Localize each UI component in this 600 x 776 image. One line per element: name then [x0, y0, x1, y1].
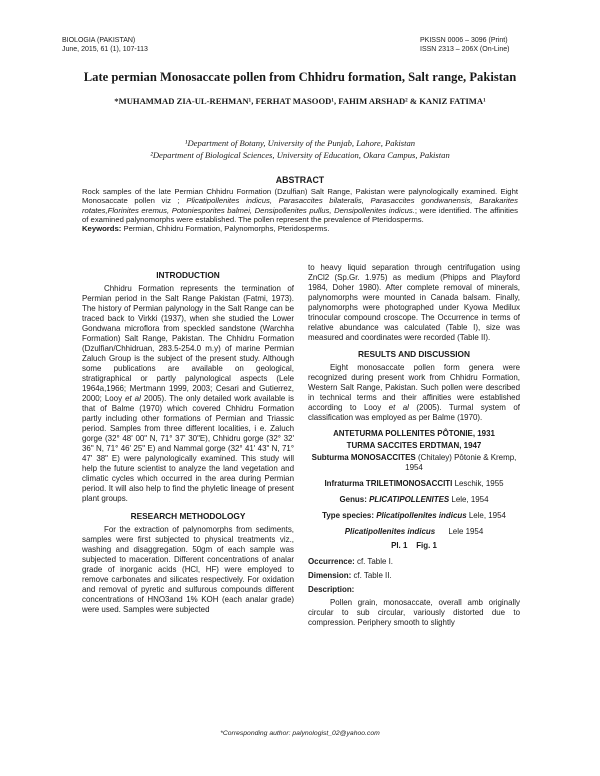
- methodology-heading: RESEARCH METHODOLOGY: [130, 511, 246, 521]
- description-label: Description:: [308, 585, 355, 594]
- journal-header-right: [420, 36, 510, 54]
- genus-name: PLICATIPOLLENITES: [369, 495, 450, 504]
- abstract-taxa: Plicatipollenites indicus, Parasaccites bilateralis, Parasaccites gondwanensis, Barakarites rotates,Florinites eremus, Potoniesporites balmei, Densipollenites pullus, Densipollenites indicus.: [82, 196, 518, 215]
- results-text-b: (2005). Turmal system of classification was employed as per Balme (1970).: [308, 403, 520, 422]
- left-column: [82, 270, 294, 615]
- subturma-author: (Chitaley) Pôtonie & Kremp, 1954: [405, 453, 517, 472]
- right-column: [308, 263, 520, 628]
- introduction-text-b: 2005). The only detailed work available is that of Balme (1970) which covered Chhidru Formation partly including other formations of Permian and Triassic period. Samples from three different localities, i e. Zaluch gorge (32° 48' 00" N, 71° 37' 30"E), Chhidru gorge (32° 32' 36" N, 71° 46' 25" E) and Nammal gorge (32° 41' 43" N, 71° 47' 38" E) were palynologically examined. This study will help the future scientist to analyze the land vegetation and climatic cycles which occurred in the area during Permian period. It will also help to find the phyletic lineage of present plant groups.: [82, 394, 294, 503]
- keywords-line: [82, 224, 518, 233]
- type-species-author: Lele, 1954: [468, 511, 506, 520]
- dimension-line: [308, 571, 520, 581]
- species-author: Lele 1954: [448, 527, 484, 536]
- introduction-etal: et al: [125, 394, 141, 403]
- results-paragraph: [308, 363, 520, 423]
- species-name: Plicatipollenites indicus: [344, 527, 436, 536]
- journal-name: BIOLOGIA (PAKISTAN): [62, 37, 136, 44]
- species-line: [308, 527, 520, 537]
- methodology-continued: to heavy liquid separation through centrifugation using ZnCl2 (Sp.Gr. 1.975) as medium (Phipps and Playford 1984, Doher 1980). After complete removal of minerals, palynomorphs were mounted in Canada balsam. Finally, palynomorphs were photographed under Kyowa Medilux trinocular compound croscope. The Occurrence in terms of relative abundance was calculated (Table I), size was measured and coordinates were recorded (Table II).: [308, 263, 520, 342]
- infraturma-author: Leschik, 1955: [454, 479, 504, 488]
- occurrence-line: [308, 557, 520, 567]
- infraturma-label: Infraturma TRILETIMONOSACCITI: [324, 479, 453, 488]
- introduction-paragraph: [82, 284, 294, 504]
- results-etal: et al: [388, 403, 409, 412]
- abstract-body: [82, 187, 518, 233]
- dimension-value: cf. Table II.: [353, 571, 392, 580]
- genus-label: Genus:: [339, 495, 367, 504]
- issn-print: PKISSN 0006 – 3096 (Print): [420, 37, 508, 44]
- description-text: Pollen grain, monosaccate, overall amb originally circular to sub circular, variously distorted due to compression. Periphery smooth to slightly: [308, 598, 520, 627]
- type-species-label: Type species:: [322, 511, 374, 520]
- subturma-label: Subturma MONOSACCITES: [311, 453, 416, 462]
- journal-header-left: [62, 36, 148, 54]
- turma: TURMA SACCITES ERDTMAN, 1947: [346, 441, 482, 450]
- introduction-heading: INTRODUCTION: [156, 270, 220, 280]
- paper-title: Late permian Monosaccate pollen from Chhidru formation, Salt range, Pakistan: [83, 70, 517, 84]
- genus-line: [308, 495, 520, 505]
- plate-figure: Pl. 1 Fig. 1: [391, 541, 437, 550]
- issn-online: ISSN 2313 – 206X (On-Line): [420, 46, 510, 53]
- journal-issue: June, 2015, 61 (1), 107-113: [62, 46, 148, 53]
- author-list: *MUHAMMAD ZIA-UL-REHMAN¹, FERHAT MASOOD¹, FAHIM ARSHAD² & KANIZ FATIMA¹: [114, 96, 486, 106]
- genus-author: Lele, 1954: [451, 495, 489, 504]
- dimension-label: Dimension:: [308, 571, 352, 580]
- type-species-line: [308, 511, 520, 521]
- affiliation-1: ¹Department of Botany, University of the Punjab, Lahore, Pakistan: [184, 138, 416, 148]
- results-heading: RESULTS AND DISCUSSION: [357, 349, 471, 359]
- results-text-a: Eight monosaccate pollen form genera were recognized during present work from Chhidru Formation, Western Salt Range, Pakistan. Such pollen were described in technical terms and their affinities were established according to Looy: [308, 363, 520, 412]
- type-species-name: Plicatipollenites indicus: [376, 511, 467, 520]
- keywords-label: Keywords:: [82, 224, 122, 234]
- abstract-text-b: ; were identified. The affinities of examined palynomorphs were established. The pollen represent the prevalence of Pteridosperms.: [82, 205, 519, 224]
- introduction-text-a: Chhidru Formation represents the termination of Permian period in the Salt Range Pakistan (Fatmi, 1973). The history of Permian palynology in the Salt Range can be traced back to Virkki (1937), when she studied the Lower Gondwana microflora from speckled sandstone (Warchha Formation) Salt Range, Pakistan. The Chhidru Formation (Dzulfian/Chhidruan, 283.5-254.0 m.y) of marine Permian Zaluch Group is the subject of the present study. Although some publications are available on geological, stratigraphical or partly palynological aspects (Lele 1964a,1966; Mertmann 1999, 2003; Cesari and Gutierrez, 2000; Looy: [82, 284, 294, 403]
- corresponding-author-footnote: *Corresponding author: palynologist_02@yahoo.com: [220, 730, 380, 737]
- keywords: Permian, Chhidru Formation, Palynomorphs, Pteridosperms.: [123, 224, 330, 234]
- subturma: [308, 453, 520, 473]
- affiliation-2: ²Department of Biological Sciences, University of Education, Okara Campus, Pakistan: [150, 150, 450, 160]
- infraturma: [308, 479, 520, 489]
- abstract-text-a: Rock samples of the late Permian Chhidru Formation (Dzulfian) Salt Range, Pakistan were palynologically examined. Eight Monosaccate pollen viz ;: [82, 187, 518, 206]
- occurrence-label: Occurrence:: [308, 557, 355, 566]
- methodology-paragraph: For the extraction of palynomorphs from sediments, samples were first subjected to physical treatments viz., washing and disaggregation. 50gm of each sample was subjected to maceration. Different concentrations of analar grade of inorganic acids (HCl, HF) were employed to remove carbonates and silicates respectively. For oxidation and removal of pyretic and sulfurous compounds different concentrations of HNO3and 1% KOH (each analar grade) were used. Samples were subjected: [82, 525, 294, 614]
- abstract-heading: ABSTRACT: [275, 175, 325, 185]
- occurrence-value: cf. Table I.: [356, 557, 394, 566]
- anteturma: ANTETURMA POLLENITES PÔTONIE, 1931: [333, 429, 495, 438]
